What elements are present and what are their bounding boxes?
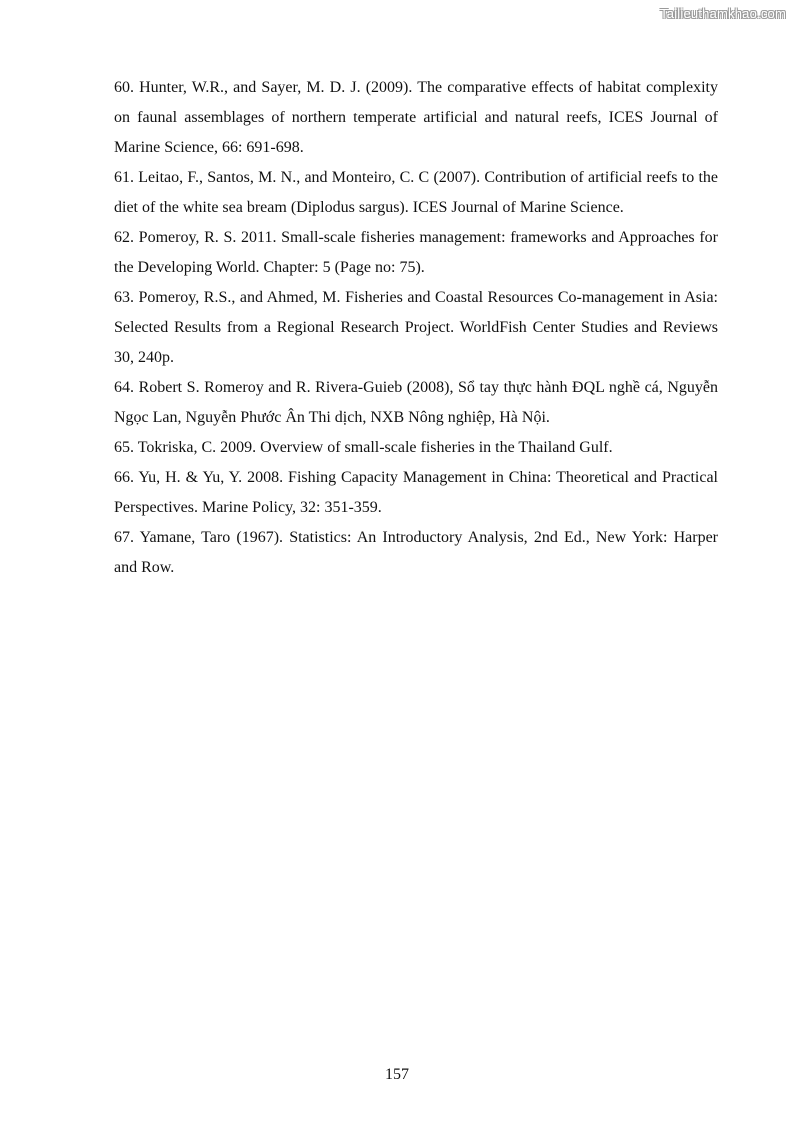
reference-64: 64. Robert S. Romeroy and R. Rivera-Guieb (2008), Sổ tay thực hành ĐQL nghề cá, Nguyễn Ngọc Lan, Nguyễn Phước Ân Thi dịch, NXB Nông nghiệp, Hà Nội. [114,379,718,426]
reference-67: 67. Yamane, Taro (1967). Statistics: An Introductory Analysis, 2nd Ed., New York: Harper and Row. [114,529,718,576]
reference-61: 61. Leitao, F., Santos, M. N., and Monteiro, C. C (2007). Contribution of artificial reefs to the diet of the white sea bream (Diplodus sargus). ICES Journal of Marine Science. [114,169,718,216]
reference-list [114,73,718,583]
reference-60: 60. Hunter, W.R., and Sayer, M. D. J. (2009). The comparative effects of habitat complexity on faunal assemblages of northern temperate artificial and natural reefs, ICES Journal of Marine Science, 66: 691-698. [114,79,718,156]
reference-66: 66. Yu, H. & Yu, Y. 2008. Fishing Capacity Management in China: Theoretical and Practical Perspectives. Marine Policy, 32: 351-359. [114,469,718,516]
reference-65: 65. Tokriska, C. 2009. Overview of small-scale fisheries in the Thailand Gulf. [114,439,613,456]
reference-62: 62. Pomeroy, R. S. 2011. Small-scale fisheries management: frameworks and Approaches for the Developing World. Chapter: 5 (Page no: 75). [114,229,718,276]
watermark: Tailieuthamkhao.com [660,6,786,21]
reference-63: 63. Pomeroy, R.S., and Ahmed, M. Fisheries and Coastal Resources Co-management in Asia: Selected Results from a Regional Research Project. WorldFish Center Studies and Reviews 30, 240p. [114,289,718,366]
page-number: 157 [385,1066,409,1083]
